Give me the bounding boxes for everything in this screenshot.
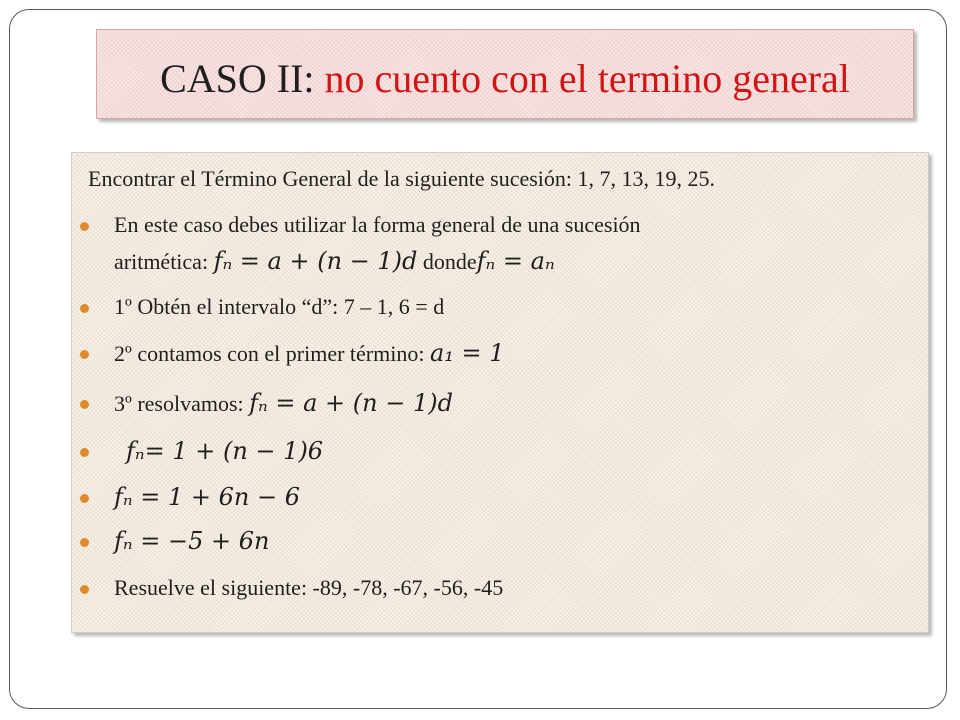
title-main: CASO II: <box>160 56 325 101</box>
bullet-dot <box>80 222 89 231</box>
first-term-formula: a₁ = 1 <box>429 339 505 367</box>
bullet-text: Resuelve el siguiente: -89, -78, -67, -56, -45 <box>114 575 504 600</box>
solve-formula: fₙ = a + (n − 1)d <box>249 389 453 417</box>
equivalence-formula: fₙ = aₙ <box>476 247 555 275</box>
bullet-line-2-prefix: aritmética: <box>114 249 214 274</box>
bullet-text <box>114 339 505 368</box>
slide-title <box>97 56 913 102</box>
bullet-dot <box>80 585 89 594</box>
bullet-text <box>114 483 300 512</box>
bullet-text: 1º Obtén el intervalo “d”: 7 – 1, 6 = d <box>114 294 445 319</box>
bullet-dot <box>80 350 89 359</box>
general-formula: fₙ = a + (n − 1)d <box>213 247 418 275</box>
bullet-dot <box>80 400 89 409</box>
intro-text: Encontrar el Término General de la siguiente sucesión: 1, 7, 13, 19, 25. <box>88 166 716 191</box>
bullet-prefix: 2º contamos con el primer término: <box>114 341 430 366</box>
bullet-text <box>114 527 269 556</box>
step-3-formula: fₙ = −5 + 6n <box>114 527 270 555</box>
bullet-prefix: 3º resolvamos: <box>114 391 250 416</box>
title-accent: no cuento con el termino general <box>324 56 850 101</box>
content-box <box>71 152 929 633</box>
bullet-line-2 <box>114 247 555 276</box>
bullet-text <box>126 437 323 466</box>
step-2-formula: fₙ = 1 + 6n − 6 <box>114 483 300 511</box>
bullet-line-1: En este caso debes utilizar la forma general de una sucesión <box>114 212 641 237</box>
bullet-dot <box>80 448 89 457</box>
bullet-dot <box>80 304 89 313</box>
bullet-text <box>114 389 453 418</box>
bullet-dot <box>80 538 89 547</box>
bullet-dot <box>80 494 89 503</box>
title-box <box>96 29 914 119</box>
donde-word: donde <box>417 249 477 274</box>
step-1-formula: fₙ= 1 + (n − 1)6 <box>126 437 324 465</box>
